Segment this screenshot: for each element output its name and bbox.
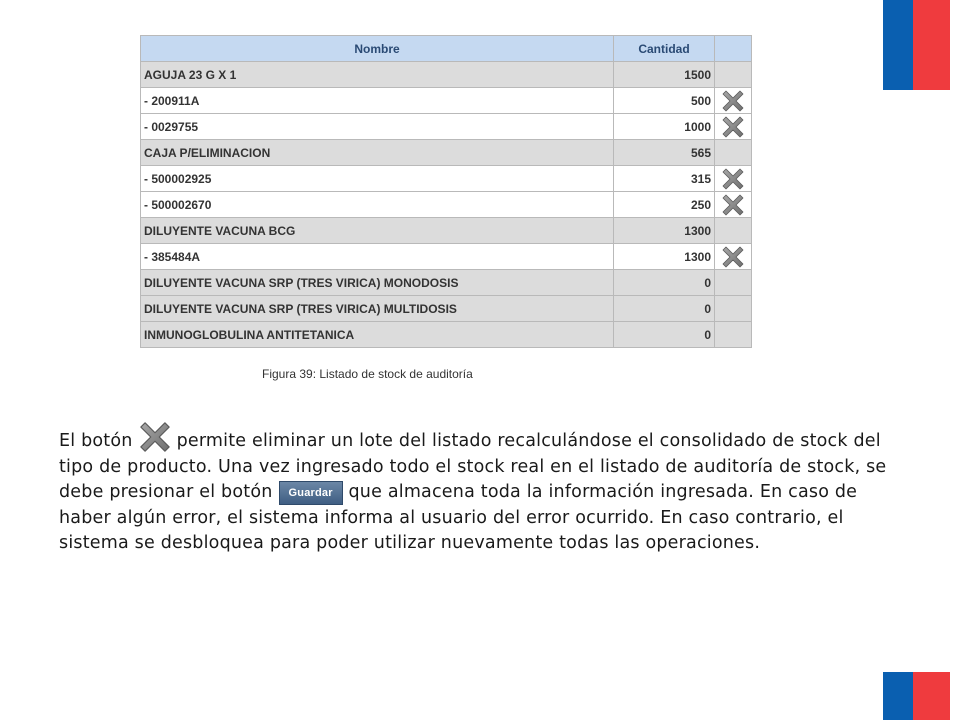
table-row	[141, 88, 752, 114]
delete-x-icon[interactable]	[721, 89, 745, 113]
row-quantity: 250	[614, 192, 715, 218]
table-row	[141, 322, 752, 348]
chile-flag-decoration-top	[883, 0, 950, 90]
row-name: DILUYENTE VACUNA SRP (TRES VIRICA) MONODOSIS	[141, 270, 614, 296]
table-row	[141, 218, 752, 244]
table-row	[141, 62, 752, 88]
row-name: - 500002670	[141, 192, 614, 218]
row-quantity: 315	[614, 166, 715, 192]
delete-x-icon[interactable]	[721, 193, 745, 217]
table-row	[141, 140, 752, 166]
row-action	[715, 296, 752, 322]
row-action	[715, 140, 752, 166]
row-quantity: 500	[614, 88, 715, 114]
row-action	[715, 270, 752, 296]
paragraph-part2: permite eliminar un lote del listado recalculándose el consolidado de stock del tipo de producto. Una vez ingresado todo el stock real en el listado de auditoría de stock, se debe presionar el botón	[59, 431, 887, 503]
row-quantity: 1300	[614, 218, 715, 244]
row-name: AGUJA 23 G X 1	[141, 62, 614, 88]
row-name: - 200911A	[141, 88, 614, 114]
row-name: CAJA P/ELIMINACION	[141, 140, 614, 166]
row-name: - 500002925	[141, 166, 614, 192]
delete-x-icon[interactable]	[721, 167, 745, 191]
table-row	[141, 244, 752, 270]
table-row	[141, 114, 752, 140]
row-quantity: 0	[614, 270, 715, 296]
row-quantity: 0	[614, 296, 715, 322]
row-action	[715, 166, 752, 192]
description-paragraph	[59, 420, 889, 557]
guardar-button[interactable]: Guardar	[279, 481, 343, 505]
table-row	[141, 192, 752, 218]
paragraph-part1: El botón	[59, 431, 133, 451]
row-name: DILUYENTE VACUNA SRP (TRES VIRICA) MULTIDOSIS	[141, 296, 614, 322]
row-action	[715, 322, 752, 348]
table-row	[141, 166, 752, 192]
row-name: INMUNOGLOBULINA ANTITETANICA	[141, 322, 614, 348]
delete-x-icon	[137, 420, 173, 454]
table-row	[141, 296, 752, 322]
delete-x-icon[interactable]	[721, 115, 745, 139]
row-quantity: 1500	[614, 62, 715, 88]
table-header-row	[141, 36, 752, 62]
paragraph-part3: que almacena toda la información ingresada. En caso de haber algún error, el sistema informa al usuario del error ocurrido. En caso contrario, el sistema se desbloquea para poder utilizar nuevamente todas las operaciones.	[59, 482, 858, 554]
figure-caption: Figura 39: Listado de stock de auditoría	[262, 367, 473, 381]
row-action	[715, 62, 752, 88]
header-action	[715, 36, 752, 62]
stock-audit-table	[140, 35, 752, 348]
chile-flag-decoration-bottom	[883, 672, 950, 720]
delete-x-icon[interactable]	[721, 245, 745, 269]
table-row	[141, 270, 752, 296]
row-quantity: 565	[614, 140, 715, 166]
header-quantity: Cantidad	[614, 36, 715, 62]
row-action	[715, 244, 752, 270]
row-name: - 385484A	[141, 244, 614, 270]
row-quantity: 1000	[614, 114, 715, 140]
header-name: Nombre	[141, 36, 614, 62]
row-name: DILUYENTE VACUNA BCG	[141, 218, 614, 244]
row-action	[715, 192, 752, 218]
row-action	[715, 218, 752, 244]
row-action	[715, 114, 752, 140]
row-quantity: 0	[614, 322, 715, 348]
row-action	[715, 88, 752, 114]
row-quantity: 1300	[614, 244, 715, 270]
row-name: - 0029755	[141, 114, 614, 140]
